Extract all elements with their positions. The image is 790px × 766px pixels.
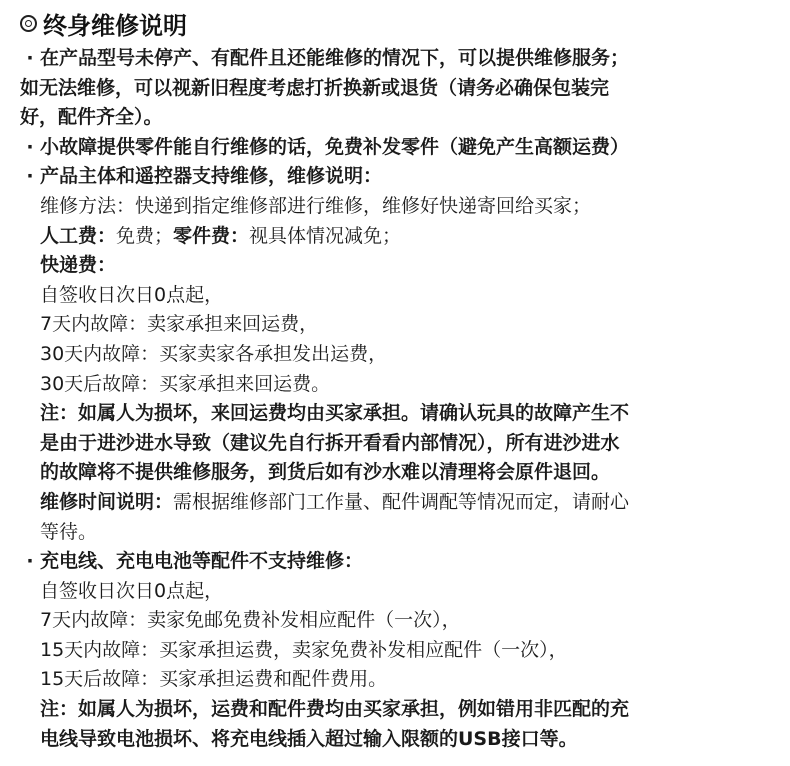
note-line: 注：如属人为损坏，运费和配件费均由买家承担，例如错用非匹配的充 [40, 698, 630, 721]
repair-time-label: 维修时间说明： [40, 490, 174, 513]
section-repair-policy [20, 44, 774, 754]
fee-line [40, 222, 774, 252]
shipping-line: 7天内故障：卖家承担来回运费， [40, 313, 319, 336]
accessory-line: 自签收日次日0点起， [40, 579, 224, 602]
policy-line: 在产品型号未停产、有配件且还能维修的情况下，可以提供维修服务； [40, 47, 630, 69]
page [0, 2, 790, 766]
main-body-details [20, 192, 774, 547]
shipping-line: 30天内故障：买家卖家各承担发出运费， [40, 342, 388, 365]
accessories-details [20, 577, 774, 755]
shipping-fee-label: 快递费： [40, 254, 117, 277]
parts-fee-label: 零件费： [173, 224, 250, 247]
shipping-line: 自签收日次日0点起， [40, 283, 224, 306]
accessory-line: 7天内故障：卖家免邮免费补发相应配件（一次）， [40, 609, 461, 632]
parts-fee-value: 视具体情况减免； [249, 224, 402, 247]
accessory-line: 15天内故障：买家承担运费，卖家免费补发相应配件（一次）， [40, 638, 568, 661]
note-line: 注：如属人为损坏，来回运费均由买家承担。请确认玩具的故障产生不 [40, 402, 630, 425]
bullet-dot: · [26, 165, 34, 188]
page-title-text: 终身维修说明 [43, 11, 187, 40]
policy-line: 如无法维修，可以视新旧程度考虑打折换新或退货（请务必确保包装完 [20, 76, 610, 99]
note-line: 是由于进沙进水导致（建议先自行拆开看看内部情况），所有进沙进水 [40, 431, 620, 454]
page-title [20, 2, 774, 44]
labor-fee-value: 免费； [116, 224, 174, 247]
shipping-line: 30天后故障：买家承担来回运费。 [40, 372, 331, 395]
note-line: 的故障将不提供维修服务，到货后如有沙水难以清理将会原件退回。 [40, 461, 611, 484]
bullet-dot: · [26, 550, 34, 573]
bullet-dot: · [26, 47, 34, 69]
note-line: 电线导致电池损坏、将充电线插入超过输入限额的USB接口等。 [40, 727, 578, 750]
labor-fee-label: 人工费： [40, 224, 117, 247]
circle-icon [20, 15, 37, 32]
accessories-heading: 充电线、充电电池等配件不支持维修： [40, 550, 364, 573]
minor-fault-line: 小故障提供零件能自行维修的话，免费补发零件（避免产生高额运费） [40, 135, 630, 158]
policy-line: 好，配件齐全）。 [20, 106, 163, 129]
repair-time-value: 需根据维修部门工作量、配件调配等情况而定，请耐心 [173, 490, 630, 513]
repair-method-line: 维修方法：快递到指定维修部进行维修，维修好快递寄回给买家； [40, 194, 592, 217]
bullet-dot: · [26, 135, 34, 158]
main-body-heading: 产品主体和遥控器支持维修，维修说明： [40, 165, 383, 188]
repair-time-line [40, 488, 774, 518]
accessory-line: 15天后故障：买家承担运费和配件费用。 [40, 668, 388, 691]
repair-time-line-2: 等待。 [40, 520, 98, 543]
